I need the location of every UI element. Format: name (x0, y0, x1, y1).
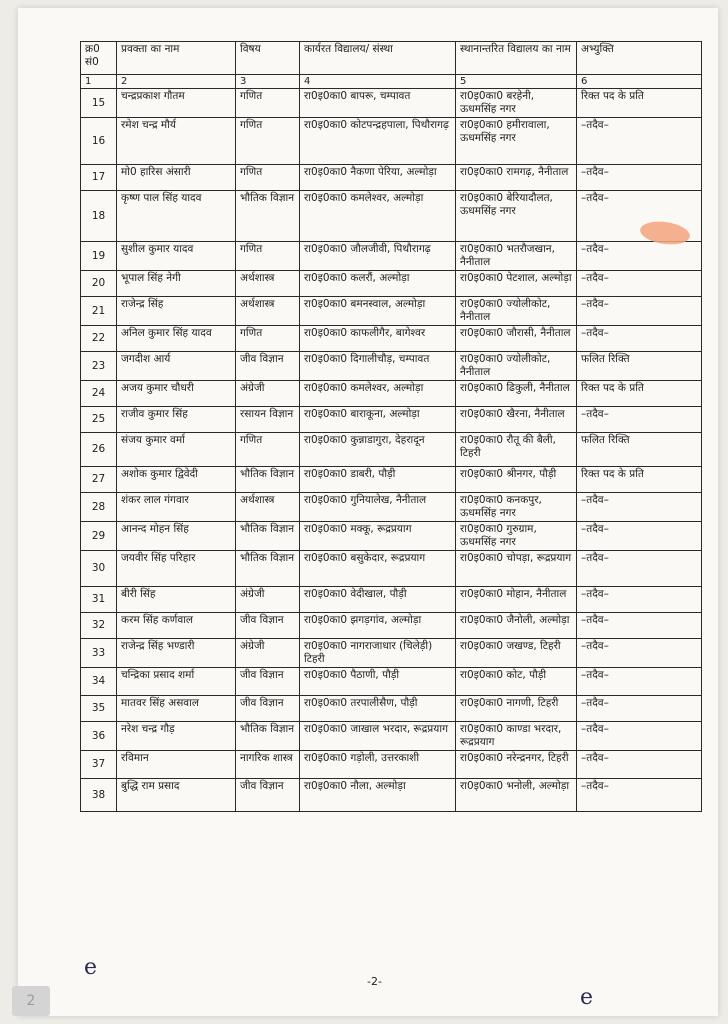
transferred-school-cell: रा0इ0का0 नरेन्द्रनगर, टिहरी (456, 751, 577, 779)
remark-cell: –तदैव– (577, 696, 702, 722)
subject-cell: अर्थशास्त्र (236, 271, 300, 297)
transferred-school-cell: रा0इ0का0 ज्योलीकोट, नैनीताल (456, 297, 577, 326)
subject-cell: भौतिक विज्ञान (236, 522, 300, 551)
table-row (81, 326, 702, 352)
subject-cell: अंग्रेजी (236, 587, 300, 613)
table-row (81, 271, 702, 297)
remark-cell: –तदैव– (577, 639, 702, 668)
remark-cell: –तदैव– (577, 271, 702, 297)
teacher-name-cell: रमेश चन्द्र मौर्य (117, 118, 236, 165)
subject-cell: रसायन विज्ञान (236, 407, 300, 433)
transferred-school-cell: रा0इ0का0 बेरियादौलत, ऊधमसिंह नगर (456, 191, 577, 242)
serial-number-cell: 15 (81, 89, 117, 118)
table-row (81, 522, 702, 551)
transferred-school-cell: रा0इ0का0 बरहेनी, ऊधमसिंह नगर (456, 89, 577, 118)
teacher-name-cell: राजेन्द्र सिंह (117, 297, 236, 326)
serial-number-cell: 23 (81, 352, 117, 381)
table-row (81, 613, 702, 639)
remark-cell: –तदैव– (577, 751, 702, 779)
subject-cell: जीव विज्ञान (236, 352, 300, 381)
teacher-name-cell: संजय कुमार वर्मा (117, 433, 236, 467)
table-row (81, 722, 702, 751)
teacher-name-cell: राजीव कुमार सिंह (117, 407, 236, 433)
serial-number-cell: 17 (81, 165, 117, 191)
teacher-name-cell: भूपाल सिंह नेगी (117, 271, 236, 297)
table-row (81, 118, 702, 165)
teacher-name-cell: आनन्द मोहन सिंह (117, 522, 236, 551)
subject-cell: गणित (236, 326, 300, 352)
table-row (81, 381, 702, 407)
transferred-school-cell: रा0इ0का0 कोट, पौड़ी (456, 668, 577, 696)
subject-cell: नागरिक शास्त्र (236, 751, 300, 779)
remark-cell: –तदैव– (577, 779, 702, 812)
current-school-cell: रा0इ0का0 गड़ोली, उत्तरकाशी (300, 751, 456, 779)
current-school-cell: रा0इ0का0 कलरौं, अल्मोड़ा (300, 271, 456, 297)
header-cell: अभ्युक्ति (577, 42, 702, 75)
table-row (81, 191, 702, 242)
table-row (81, 551, 702, 587)
current-school-cell: रा0इ0का0 नैकणा पेरिया, अल्मोड़ा (300, 165, 456, 191)
remark-cell: –तदैव– (577, 297, 702, 326)
current-school-cell: रा0इ0का0 नौला, अल्मोड़ा (300, 779, 456, 812)
transferred-school-cell: रा0इ0का0 ज्योलीकोट, नैनीताल (456, 352, 577, 381)
transferred-school-cell: रा0इ0का0 जौरासी, नैनीताल (456, 326, 577, 352)
current-school-cell: रा0इ0का0 गुनियालेख, नैनीताल (300, 493, 456, 522)
handwritten-initial: e (580, 985, 594, 1010)
current-school-cell: रा0इ0का0 बसुकेदार, रूद्रप्रयाग (300, 551, 456, 587)
remark-cell: –तदैव– (577, 493, 702, 522)
column-number: 1 (81, 75, 117, 89)
column-number: 2 (117, 75, 236, 89)
remark-cell: रिक्त पद के प्रति (577, 467, 702, 493)
subject-cell: गणित (236, 242, 300, 271)
current-school-cell: रा0इ0का0 बापरू, चम्पावत (300, 89, 456, 118)
header-cell: कार्यरत विद्यालय/ संस्था (300, 42, 456, 75)
current-school-cell: रा0इ0का0 नागराजाधार (चिलेड़ी) टिहरी (300, 639, 456, 668)
current-school-cell: रा0इ0का0 डाबरी, पौड़ी (300, 467, 456, 493)
transferred-school-cell: रा0इ0का0 काण्डा भरदार, रूद्रप्रयाग (456, 722, 577, 751)
remark-cell: –तदैव– (577, 118, 702, 165)
table-row (81, 751, 702, 779)
remark-cell: फलित रिक्ति (577, 433, 702, 467)
current-school-cell: रा0इ0का0 झगड़गांव, अल्मोड़ा (300, 613, 456, 639)
header-cell: विषय (236, 42, 300, 75)
table-row (81, 165, 702, 191)
current-school-cell: रा0इ0का0 काफलीगैर, बागेश्वर (300, 326, 456, 352)
transferred-school-cell: रा0इ0का0 रामगढ़, नैनीताल (456, 165, 577, 191)
header-cell: क्र0 सं0 (81, 42, 117, 75)
serial-number-cell: 19 (81, 242, 117, 271)
teacher-name-cell: करम सिंह कर्णवाल (117, 613, 236, 639)
remark-cell: –तदैव– (577, 522, 702, 551)
transferred-school-cell: रा0इ0का0 जखण्ड, टिहरी (456, 639, 577, 668)
remark-cell: –तदैव– (577, 668, 702, 696)
remark-cell: –तदैव– (577, 191, 702, 242)
table-row (81, 779, 702, 812)
serial-number-cell: 37 (81, 751, 117, 779)
subject-cell: जीव विज्ञान (236, 668, 300, 696)
serial-number-cell: 24 (81, 381, 117, 407)
remark-cell: फलित रिक्ति (577, 352, 702, 381)
current-school-cell: रा0इ0का0 कोटपन्द्रहपाला, पिथौरागढ़ (300, 118, 456, 165)
teacher-name-cell: मातवर सिंह असवाल (117, 696, 236, 722)
remark-cell: –तदैव– (577, 551, 702, 587)
subject-cell: अंग्रेजी (236, 381, 300, 407)
current-school-cell: रा0इ0का0 कुन्नाडागुरा, देहरादून (300, 433, 456, 467)
transfer-table (80, 41, 702, 812)
header-cell: प्रवक्ता का नाम (117, 42, 236, 75)
teacher-name-cell: बीरी सिंह (117, 587, 236, 613)
subject-cell: भौतिक विज्ञान (236, 551, 300, 587)
table-row (81, 493, 702, 522)
table-row (81, 352, 702, 381)
column-number: 5 (456, 75, 577, 89)
teacher-name-cell: जगदीश आर्य (117, 352, 236, 381)
current-school-cell: रा0इ0का0 पैठाणी, पौड़ी (300, 668, 456, 696)
remark-cell: –तदैव– (577, 326, 702, 352)
current-school-cell: रा0इ0का0 कमलेश्वर, अल्मोड़ा (300, 191, 456, 242)
current-school-cell: रा0इ0का0 बमनस्वाल, अल्मोड़ा (300, 297, 456, 326)
serial-number-cell: 35 (81, 696, 117, 722)
subject-cell: भौतिक विज्ञान (236, 467, 300, 493)
serial-number-cell: 28 (81, 493, 117, 522)
handwritten-initial: e (84, 955, 98, 980)
teacher-name-cell: अशोक कुमार द्विवेदी (117, 467, 236, 493)
subject-cell: गणित (236, 89, 300, 118)
subject-cell: भौतिक विज्ञान (236, 722, 300, 751)
table-row (81, 89, 702, 118)
serial-number-cell: 26 (81, 433, 117, 467)
table-row (81, 467, 702, 493)
column-number: 3 (236, 75, 300, 89)
serial-number-cell: 22 (81, 326, 117, 352)
teacher-name-cell: मो0 हारिस अंसारी (117, 165, 236, 191)
current-school-cell: रा0इ0का0 तरपालीसैण, पौड़ी (300, 696, 456, 722)
subject-cell: अर्थशास्त्र (236, 297, 300, 326)
teacher-name-cell: चन्द्रिका प्रसाद शर्मा (117, 668, 236, 696)
transferred-school-cell: रा0इ0का0 ढिकुली, नैनीताल (456, 381, 577, 407)
subject-cell: जीव विज्ञान (236, 779, 300, 812)
teacher-name-cell: अजय कुमार चौधरी (117, 381, 236, 407)
serial-number-cell: 30 (81, 551, 117, 587)
serial-number-cell: 32 (81, 613, 117, 639)
current-school-cell: रा0इ0का0 वेदीखाल, पौड़ी (300, 587, 456, 613)
transferred-school-cell: रा0इ0का0 जैनोली, अल्मोड़ा (456, 613, 577, 639)
column-number-row (81, 75, 702, 89)
current-school-cell: रा0इ0का0 जाखाल भरदार, रूद्रप्रयाग (300, 722, 456, 751)
transferred-school-cell: रा0इ0का0 गुरुग्राम, ऊधमसिंह नगर (456, 522, 577, 551)
table-row (81, 433, 702, 467)
subject-cell: गणित (236, 433, 300, 467)
remark-cell: –तदैव– (577, 587, 702, 613)
table-row (81, 668, 702, 696)
transferred-school-cell: रा0इ0का0 भतरौजखान, नैनीताल (456, 242, 577, 271)
table-row (81, 407, 702, 433)
serial-number-cell: 20 (81, 271, 117, 297)
remark-cell: –तदैव– (577, 242, 702, 271)
serial-number-cell: 31 (81, 587, 117, 613)
header-cell: स्थानान्तरित विद्यालय का नाम (456, 42, 577, 75)
column-number: 4 (300, 75, 456, 89)
teacher-name-cell: रविमान (117, 751, 236, 779)
current-school-cell: रा0इ0का0 बाराकूना, अल्मोड़ा (300, 407, 456, 433)
teacher-name-cell: राजेन्द्र सिंह भण्डारी (117, 639, 236, 668)
table-row (81, 639, 702, 668)
teacher-name-cell: शंकर लाल गंगवार (117, 493, 236, 522)
serial-number-cell: 18 (81, 191, 117, 242)
remark-cell: रिक्त पद के प्रति (577, 89, 702, 118)
remark-cell: –तदैव– (577, 722, 702, 751)
serial-number-cell: 29 (81, 522, 117, 551)
serial-number-cell: 38 (81, 779, 117, 812)
column-number: 6 (577, 75, 702, 89)
remark-cell: –तदैव– (577, 407, 702, 433)
serial-number-cell: 33 (81, 639, 117, 668)
transferred-school-cell: रा0इ0का0 नागणी, टिहरी (456, 696, 577, 722)
page-thumbnail-badge: 2 (12, 986, 50, 1016)
teacher-name-cell: सुशील कुमार यादव (117, 242, 236, 271)
transferred-school-cell: रा0इ0का0 रौतू की बैली, टिहरी (456, 433, 577, 467)
transferred-school-cell: रा0इ0का0 श्रीनगर, पौड़ी (456, 467, 577, 493)
serial-number-cell: 27 (81, 467, 117, 493)
subject-cell: अर्थशास्त्र (236, 493, 300, 522)
serial-number-cell: 34 (81, 668, 117, 696)
serial-number-cell: 21 (81, 297, 117, 326)
serial-number-cell: 16 (81, 118, 117, 165)
transferred-school-cell: रा0इ0का0 हमीरावाला, ऊधमसिंह नगर (456, 118, 577, 165)
table-row (81, 587, 702, 613)
subject-cell: जीव विज्ञान (236, 613, 300, 639)
table-row (81, 297, 702, 326)
remark-cell: –तदैव– (577, 165, 702, 191)
current-school-cell: रा0इ0का0 दिगालीचौड़, चम्पावत (300, 352, 456, 381)
teacher-name-cell: नरेश चन्द्र गौड़ (117, 722, 236, 751)
transferred-school-cell: रा0इ0का0 पेटशाल, अल्मोड़ा (456, 271, 577, 297)
transferred-school-cell: रा0इ0का0 चोपड़ा, रूद्रप्रयाग (456, 551, 577, 587)
subject-cell: गणित (236, 165, 300, 191)
transferred-school-cell: रा0इ0का0 कनकपुर, ऊधमसिंह नगर (456, 493, 577, 522)
remark-cell: रिक्त पद के प्रति (577, 381, 702, 407)
header-row (81, 42, 702, 75)
transferred-school-cell: रा0इ0का0 खैरना, नैनीताल (456, 407, 577, 433)
page-number: -2- (367, 975, 382, 988)
transferred-school-cell: रा0इ0का0 मोहान, नैनीताल (456, 587, 577, 613)
teacher-name-cell: अनिल कुमार सिंह यादव (117, 326, 236, 352)
subject-cell: भौतिक विज्ञान (236, 191, 300, 242)
subject-cell: अंग्रेजी (236, 639, 300, 668)
teacher-name-cell: जयवीर सिंह परिहार (117, 551, 236, 587)
teacher-name-cell: बुद्धि राम प्रसाद (117, 779, 236, 812)
current-school-cell: रा0इ0का0 जौलजीवी, पिथौरागढ़ (300, 242, 456, 271)
serial-number-cell: 25 (81, 407, 117, 433)
table-row (81, 696, 702, 722)
current-school-cell: रा0इ0का0 मक्कू, रूद्रप्रयाग (300, 522, 456, 551)
transferred-school-cell: रा0इ0का0 भनोली, अल्मोड़ा (456, 779, 577, 812)
teacher-name-cell: चन्द्रप्रकाश गौतम (117, 89, 236, 118)
subject-cell: जीव विज्ञान (236, 696, 300, 722)
subject-cell: गणित (236, 118, 300, 165)
teacher-name-cell: कृष्ण पाल सिंह यादव (117, 191, 236, 242)
table-row (81, 242, 702, 271)
remark-cell: –तदैव– (577, 613, 702, 639)
current-school-cell: रा0इ0का0 कमलेश्वर, अल्मोड़ा (300, 381, 456, 407)
serial-number-cell: 36 (81, 722, 117, 751)
